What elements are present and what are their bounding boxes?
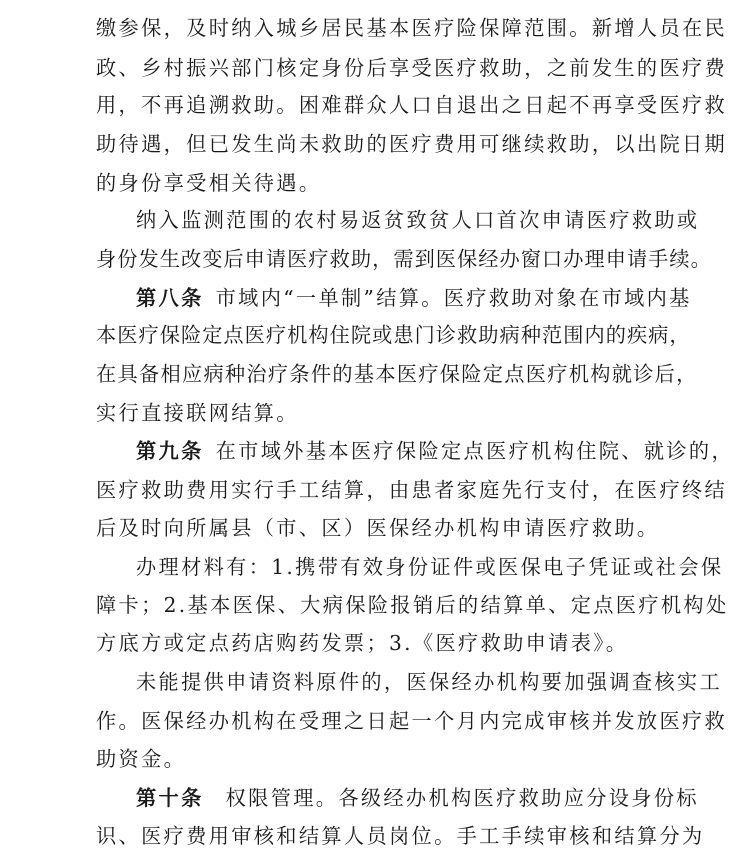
text-line: 的身份享受相关待遇。 [96,171,322,195]
text-line: 障卡；2.基本医保、大病保险报销后的结算单、定点医疗机构处 [96,593,729,617]
article-10-line [136,785,699,811]
text-line: 未能提供申请资料原件的，医保经办机构要加强调查核实工 [136,670,722,694]
article-8-line [136,285,692,311]
text-line: 纳入监测范围的农村易返贫致贫人口首次申请医疗救助或 [136,208,700,232]
text-line: 助资金。 [96,747,187,771]
text-line: 在具备相应病种治疗条件的基本医疗保险定点医疗机构就诊后， [96,362,698,386]
article-text: 在市域外基本医疗保险定点医疗机构住院、就诊的， [215,439,734,463]
text-line: 身份发生改变后申请医疗救助，需到医保经办窗口办理申请手续。 [96,247,712,271]
text-line: 政、乡村振兴部门核定身份后享受医疗救助，之前发生的医疗费 [96,56,728,80]
article-heading: 第九条 [136,439,204,463]
text-line: 缴参保，及时纳入城乡居民基本医疗险保障范围。新增人员在民 [96,16,728,40]
article-text: 权限管理。各级经办机构医疗救助应分设身份标 [225,786,699,810]
article-text: 市域内“一单制”结算。医疗救助对象在市域内基 [215,286,692,310]
text-line: 方底方或定点药店购药发票；3.《医疗救助申请表》。 [96,631,629,655]
text-line: 助待遇，但已发生尚未救助的医疗费用可继续救助，以出院日期 [96,132,728,156]
text-line: 医疗救助费用实行手工结算，由患者家庭先行支付，在医疗终结 [96,478,728,502]
text-line: 用，不再追溯救助。困难群众人口自退出之日起不再享受医疗救 [96,93,728,117]
article-heading: 第十条 [136,786,204,810]
text-line: 后及时向所属县（市、区）医保经办机构申请医疗救助。 [96,516,660,540]
article-9-line [136,438,734,464]
text-line: 作。医保经办机构在受理之日起一个月内完成审核并发放医疗救 [96,709,728,733]
text-line: 办理材料有：1.携带有效身份证件或医保电子凭证或社会保 [136,555,724,579]
text-line: 识、医疗费用审核和结算人员岗位。手工手续审核和结算分为 [96,824,705,848]
text-line: 本医疗保险定点医疗机构住院或患门诊救助病种范围内的疾病， [96,323,691,347]
text-line: 实行直接联网结算。 [96,401,299,425]
article-heading: 第八条 [136,286,204,310]
